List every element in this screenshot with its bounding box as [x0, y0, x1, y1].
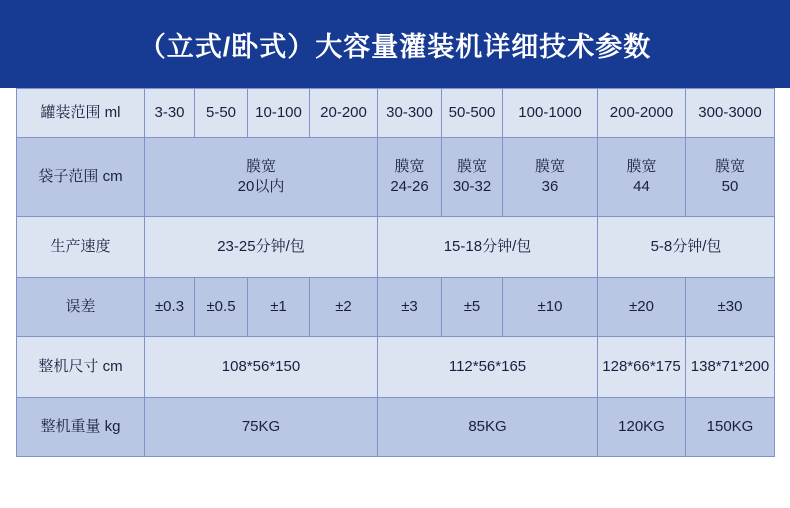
bag-range-3-line2: 30-32: [452, 178, 492, 195]
cell-machine-size-4: 138*71*200: [686, 337, 775, 398]
table-row: [17, 398, 775, 457]
cell-tolerance-5: ±3: [378, 278, 442, 337]
bag-range-2-line1: 膜宽: [394, 157, 425, 175]
cell-bag-range-3: [442, 138, 503, 217]
bag-range-3-line1: 膜宽: [456, 157, 487, 175]
cell-tolerance-6: ±5: [442, 278, 503, 337]
cell-fill-range-8: 200-2000: [598, 89, 686, 138]
cell-tolerance-7: ±10: [503, 278, 598, 337]
row-label-bag-range: 袋子范围 cm: [17, 138, 145, 217]
bag-range-6-line1: 膜宽: [714, 157, 745, 175]
cell-fill-range-2: 5-50: [195, 89, 248, 138]
cell-fill-range-3: 10-100: [248, 89, 310, 138]
cell-tolerance-3: ±1: [248, 278, 310, 337]
row-label-machine-size: 整机尺寸 cm: [17, 337, 145, 398]
page-title: （立式/卧式）大容量灌装机详细技术参数: [138, 31, 652, 62]
table-row: [17, 89, 775, 138]
cell-tolerance-2: ±0.5: [195, 278, 248, 337]
spec-table: [16, 88, 775, 457]
row-label-production-speed: 生产速度: [17, 217, 145, 278]
table-row: [17, 217, 775, 278]
table-row: [17, 337, 775, 398]
bag-range-1-line1: 膜宽: [245, 157, 276, 175]
cell-machine-size-3: 128*66*175: [598, 337, 686, 398]
cell-tolerance-8: ±20: [598, 278, 686, 337]
cell-machine-weight-3: 120KG: [598, 398, 686, 457]
row-label-machine-weight: 整机重量 kg: [17, 398, 145, 457]
cell-bag-range-5: [598, 138, 686, 217]
row-label-tolerance: 误差: [17, 278, 145, 337]
bag-range-4-line1: 膜宽: [534, 157, 565, 175]
cell-bag-range-6: [686, 138, 775, 217]
cell-fill-range-9: 300-3000: [686, 89, 775, 138]
cell-fill-range-4: 20-200: [310, 89, 378, 138]
cell-bag-range-2: [378, 138, 442, 217]
cell-production-speed-1: 23-25分钟/包: [145, 217, 378, 278]
cell-fill-range-7: 100-1000: [503, 89, 598, 138]
table-row: [17, 138, 775, 217]
cell-bag-range-1: [145, 138, 378, 217]
cell-machine-size-2: 112*56*165: [378, 337, 598, 398]
cell-fill-range-5: 30-300: [378, 89, 442, 138]
bag-range-5-line1: 膜宽: [626, 157, 657, 175]
cell-fill-range-6: 50-500: [442, 89, 503, 138]
bag-range-6-line2: 50: [721, 178, 739, 195]
cell-machine-weight-4: 150KG: [686, 398, 775, 457]
cell-machine-weight-2: 85KG: [378, 398, 598, 457]
cell-tolerance-1: ±0.3: [145, 278, 195, 337]
bag-range-4-line2: 36: [541, 178, 559, 195]
bag-range-1-line2: 20以内: [237, 178, 285, 195]
bag-range-5-line2: 44: [633, 178, 650, 195]
cell-production-speed-2: 15-18分钟/包: [378, 217, 598, 278]
bag-range-2-line2: 24-26: [390, 178, 429, 195]
cell-machine-weight-1: 75KG: [145, 398, 378, 457]
table-row: [17, 278, 775, 337]
cell-tolerance-9: ±30: [686, 278, 775, 337]
title-bar: [0, 0, 790, 88]
cell-machine-size-1: 108*56*150: [145, 337, 378, 398]
cell-fill-range-1: 3-30: [145, 89, 195, 138]
row-label-fill-range: 罐装范围 ml: [17, 89, 145, 138]
cell-production-speed-3: 5-8分钟/包: [598, 217, 775, 278]
cell-tolerance-4: ±2: [310, 278, 378, 337]
cell-bag-range-4: [503, 138, 598, 217]
